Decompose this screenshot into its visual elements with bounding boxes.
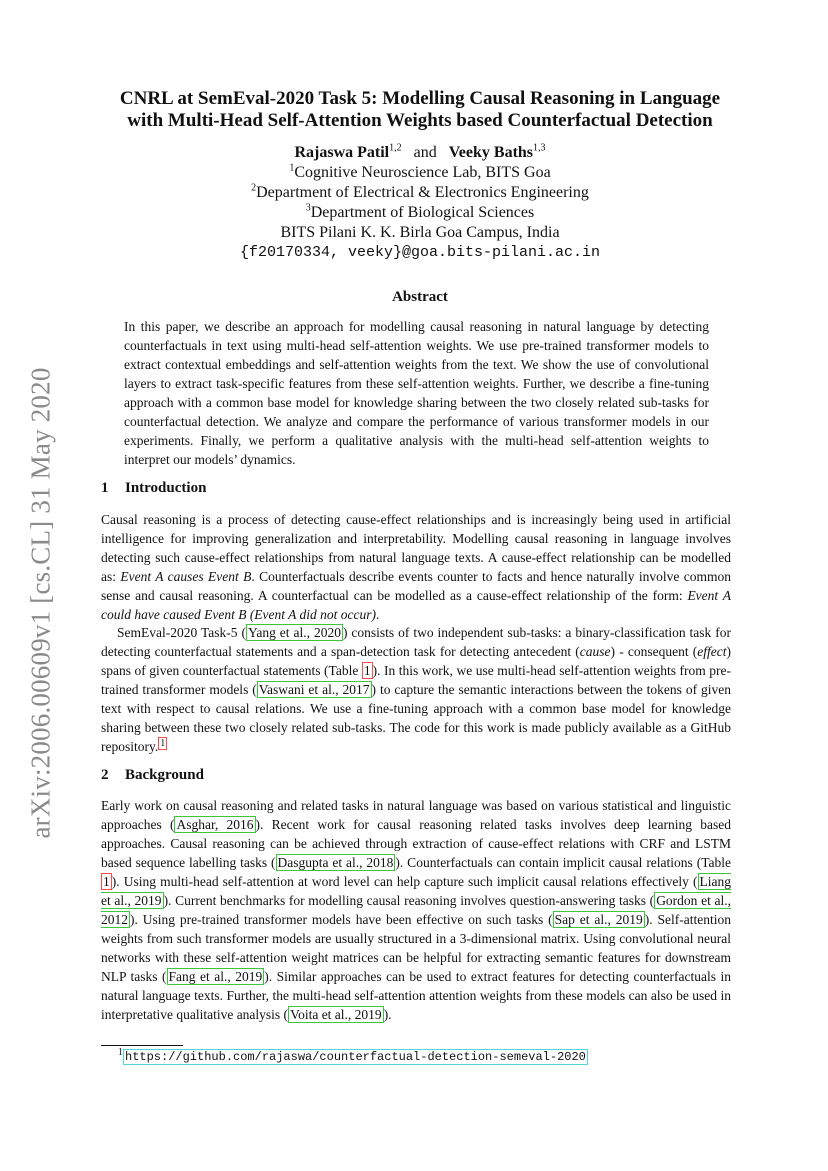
text-run: ). In this work, we use multi-head self-attention weights from pre-trained transformer models (	[101, 663, 731, 697]
citation-link[interactable]: Liang et al., 2019	[101, 874, 731, 908]
text-run: .	[376, 607, 380, 622]
campus: BITS Pilani K. K. Birla Goa Campus, India	[280, 224, 560, 241]
section-number: 1	[101, 480, 109, 496]
affiliation-text: Department of Electrical & Electronics Engineering	[256, 184, 589, 201]
author-name: Veeky Baths	[448, 144, 534, 161]
text-run: Causal reasoning is a process of detecting cause-effect relationships and is increasingly being used in artificial intelligence for improving generalization and interpretability. Modelling causal reasoning in language involves detecting such cause-effect relationships from natural language texts. A cause-effect relationship can be modelled as:	[101, 512, 731, 584]
author-line	[70, 143, 770, 163]
author-name: Rajaswa Patil	[294, 144, 390, 161]
affiliation-text: Cognitive Neuroscience Lab, BITS Goa	[294, 164, 551, 181]
section-title: Introduction	[125, 480, 207, 496]
abstract-text: In this paper, we describe an approach for modelling causal reasoning in natural language by detecting counterfactuals in text using multi-head self-attention weights. We use pre-trained transformer models to extract contextual embeddings and self-attention weights from the text. We show the use of convolutional layers to extract task-specific features from these self-attention weights. Further, we describe a fine-tuning approach with a common base model for knowledge sharing between the two closely related sub-tasks for counterfactual detection. We analyze and compare the performance of various transformer models in our experiments. Finally, we perform a qualitative analysis with the multi-head self-attention weights to interpret our models’ dynamics.	[124, 319, 709, 467]
citation-link[interactable]: Voita et al., 2019	[290, 1007, 382, 1022]
citation-link[interactable]: Sap et al., 2019	[554, 912, 643, 927]
abstract-heading: Abstract	[392, 289, 448, 305]
text-run: ) to capture the semantic interactions between the tokens of given text with respect to causal relations. We use a fine-tuning approach with a common base model for knowledge sharing between these two closely related sub-tasks. The code for this work is made publicly available as a GitHub repository.	[101, 682, 731, 754]
text-run: Early work on causal reasoning and related tasks in natural language was based on various statistical and linguistic approaches (	[101, 798, 731, 832]
section-title: Background	[125, 767, 204, 783]
table-ref-link[interactable]: 1	[103, 874, 110, 889]
author-conjunction: and	[413, 144, 437, 161]
affiliation-sup: 1	[289, 162, 295, 174]
title-line-2: with Multi-Head Self-Attention Weights based Counterfactual Detection	[127, 110, 713, 131]
citation-link[interactable]: Fang et al., 2019	[168, 969, 263, 984]
text-run: ).	[383, 1007, 392, 1022]
text-run: SemEval-2020 Task-5 (	[117, 625, 246, 640]
emphasis: Event A causes Event B	[120, 569, 252, 584]
text-run: ) consists of two independent sub-tasks: a binary-classification task for detecting counterfactual statements and a span-detection task for detecting antecedent (	[101, 625, 731, 659]
text-run: . Counterfactuals describe events counter to facts and hence naturally involve common sense and causal reasoning. A counterfactual can be modelled as a cause-effect relationship of the form:	[101, 569, 732, 603]
affiliation-text: Department of Biological Sciences	[310, 204, 535, 221]
table-ref-link[interactable]: 1	[363, 663, 371, 678]
section-heading-introduction	[101, 480, 741, 497]
arxiv-identifier: arXiv:2006.00609v1 [cs.CL] 31 May 2020	[25, 366, 56, 839]
affiliation-2	[70, 183, 770, 203]
introduction-paragraph-1	[101, 510, 731, 624]
affiliation-sup: 3	[305, 202, 311, 214]
affiliation-1	[70, 163, 770, 183]
emphasis: cause	[579, 644, 611, 659]
paper-title	[70, 88, 770, 132]
author-email: {f20170334, veeky}@goa.bits-pilani.ac.in	[239, 244, 601, 261]
section-heading-background	[101, 767, 741, 784]
text-run: ). Self-attention weights from such transformer models are usually structured in a 3-dimensional matrix. Using convolutional neural networks with these self-attention weight matrices can be helpful for extracting semantic features for downstream NLP tasks (	[101, 912, 731, 984]
affiliation-sup: 2	[251, 182, 257, 194]
author-affil-sup: 1,3	[533, 142, 546, 154]
introduction-paragraph-2	[101, 623, 731, 756]
citation-link[interactable]: Gordon et al., 2012	[101, 893, 731, 927]
citation-link[interactable]: Yang et al., 2020	[247, 625, 341, 640]
emphasis: Event A could have caused Event B (Event A did not occur)	[101, 588, 732, 622]
section-number: 2	[101, 767, 109, 783]
text-run: ). Using multi-head self-attention at word level can help capture such implicit causal relations effectively (	[111, 874, 698, 889]
repository-url-link[interactable]: https://github.com/rajaswa/counterfactual-detection-semeval-2020	[125, 1050, 586, 1064]
author-block	[70, 143, 770, 263]
background-paragraph-1	[101, 796, 731, 1024]
text-run: ). Counterfactuals can contain implicit causal relations (Table	[395, 855, 731, 870]
text-run: ). Recent work for causal reasoning related tasks involves deep learning based approaches. Causal reasoning can be achieved through extraction of cause-effect relations with CRF and LSTM based sequence labelling tasks (	[101, 817, 732, 870]
citation-link[interactable]: Asghar, 2016	[176, 817, 254, 832]
citation-link[interactable]: Dasgupta et al., 2018	[277, 855, 394, 870]
footnote-mark: 1	[118, 1047, 123, 1058]
text-run: ) spans of given counterfactual statements (Table	[101, 644, 732, 678]
emphasis: effect	[697, 644, 727, 659]
arxiv-identifier-stamp	[24, 355, 58, 850]
text-run: ) - consequent (	[610, 644, 698, 659]
text-run: ). Similar approaches can be used to extract features for detecting counterfactuals in natural language texts. Further, the multi-head self-attention attention weights from these models can also be used in interpretative qualitative analysis (	[101, 969, 731, 1022]
footnote-ref-link[interactable]: 1	[160, 737, 166, 749]
citation-link[interactable]: Vaswani et al., 2017	[258, 682, 370, 697]
text-run: ). Current benchmarks for modelling causal reasoning involves question-answering tasks (	[163, 893, 655, 908]
title-line-1: CNRL at SemEval-2020 Task 5: Modelling Causal Reasoning in Language	[119, 88, 721, 109]
footnote	[118, 1049, 588, 1064]
affiliation-3	[70, 203, 770, 223]
text-run: ). Using pre-trained transformer models have been effective on such tasks (	[130, 912, 553, 927]
footnote-divider	[101, 1045, 183, 1046]
author-affil-sup: 1,2	[389, 142, 402, 154]
